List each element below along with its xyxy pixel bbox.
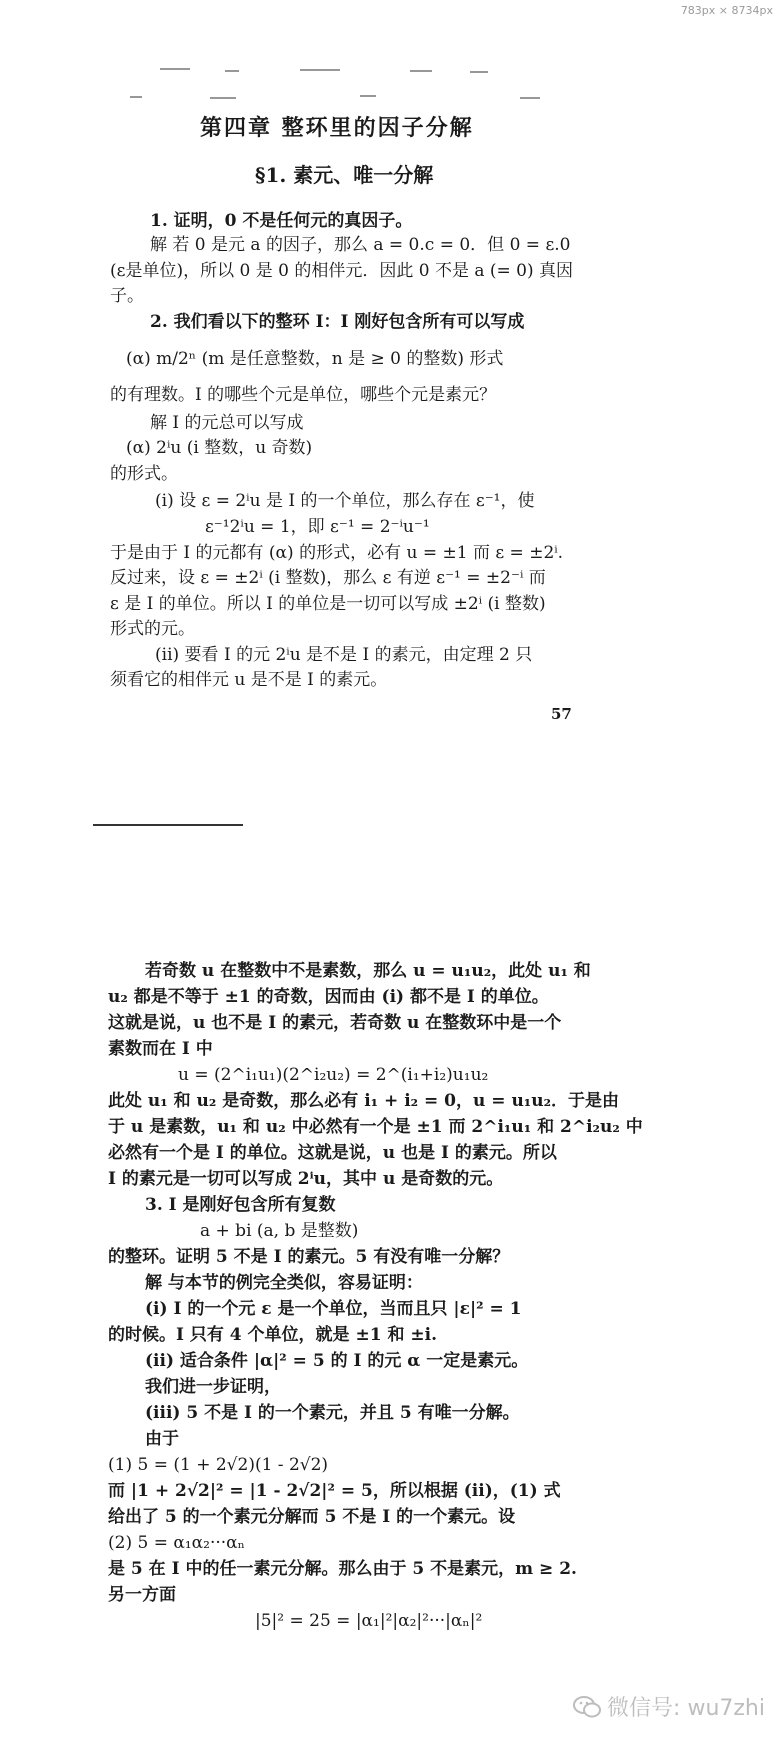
text-line: 另一方面 [108,1585,176,1605]
text-line: ε 是 I 的单位。所以 I 的单位是一切可以写成 ±2ⁱ (i 整数) [110,594,546,614]
text-line: (ii) 适合条件 |α|² = 5 的 I 的元 α 一定是素元。 [145,1351,529,1371]
text-line: 的有理数。I 的哪些个元是单位，哪些个元是素元？ [110,385,497,405]
text-line: 形式的元。 [110,619,195,639]
text-line: 2. 我们看以下的整环 I：I 刚好包含所有可以写成 [150,312,525,332]
text-line: (2) 5 = α₁α₂···αₙ [108,1533,245,1553]
text-line: (α) 2ⁱu (i 整数，u 奇数) [126,438,313,458]
text-line: (i) 设 ε = 2ⁱu 是 I 的一个单位，那么存在 ε⁻¹，使 [155,491,535,511]
section-title: §1. 素元、唯一分解 [255,163,434,187]
text-line: 这就是说，u 也不是 I 的素元，若奇数 u 在整数环中是一个 [108,1013,562,1033]
wechat-icon [573,1695,601,1719]
text-line: 给出了 5 的一个素元分解而 5 不是 I 的一个素元。设 [108,1507,516,1527]
text-line: 子。 [110,286,144,306]
text-line: 若奇数 u 在整数中不是素数，那么 u = u₁u₂，此处 u₁ 和 [145,961,591,981]
text-line: 须看它的相伴元 u 是不是 I 的素元。 [110,670,388,690]
text-line: (i) I 的一个元 ε 是一个单位，当而且只 |ε|² = 1 [145,1299,522,1319]
text-line: u = (2^i₁u₁)(2^i₂u₂) = 2^(i₁+i₂)u₁u₂ [178,1065,489,1085]
text-line: 于 u 是素数，u₁ 和 u₂ 中必然有一个是 ±1 而 2^i₁u₁ 和 2^i₂u₂ 中 [108,1117,643,1137]
text-line: (iii) 5 不是 I 的一个素元，并且 5 有唯一分解。 [145,1403,520,1423]
wechat-watermark [573,1691,765,1722]
text-line: (1) 5 = (1 + 2√2)(1 - 2√2) [108,1455,329,1475]
watermark-label: 微信号: wu7zhi [607,1696,765,1721]
text-line: u₂ 都是不等于 ±1 的奇数，因而由 (i) 都不是 I 的单位。 [108,987,549,1007]
chapter-title: 第四章 整环里的因子分解 [200,115,474,141]
text-line: (ε是单位)，所以 0 是 0 的相伴元．因此 0 不是 a (= 0) 真因 [110,261,574,281]
text-line: 于是由于 I 的元都有 (α) 的形式，必有 u = ±1 而 ε = ±2ⁱ. [110,543,564,563]
text-line: 素数而在 I 中 [108,1039,213,1059]
text-line: 必然有一个是 I 的单位。这就是说，u 也是 I 的素元。所以 [108,1143,557,1163]
text-line: 解 若 0 是元 a 的因子，那么 a = 0.c = 0．但 0 = ε.0 [150,235,571,255]
text-line: 的整环。证明 5 不是 I 的素元。5 有没有唯一分解？ [108,1247,510,1267]
text-line: (ii) 要看 I 的元 2ⁱu 是不是 I 的素元，由定理 2 只 [155,645,533,665]
text-line: 我们进一步证明， [145,1377,281,1397]
image-size-label: 783px × 8734px [680,4,773,17]
text-line: 解 与本节的例完全类似，容易证明： [145,1273,423,1293]
text-line: 3. I 是刚好包含所有复数 [145,1195,336,1215]
page-divider [93,824,243,826]
page-number: 57 [551,705,572,723]
text-line: a + bi (a, b 是整数) [200,1221,359,1241]
text-line: |5|² = 25 = |α₁|²|α₂|²···|αₙ|² [255,1611,483,1631]
text-line: (α) m/2ⁿ (m 是任意整数，n 是 ≥ 0 的整数) 形式 [126,349,504,369]
text-line: 是 5 在 I 中的任一素元分解。那么由于 5 不是素元，m ≥ 2. [108,1559,577,1579]
book-page-57 [0,0,783,820]
book-page-58 [0,960,783,1746]
text-line: 解 I 的元总可以写成 [150,413,304,433]
text-line: 的形式。 [110,464,178,484]
text-line: 由于 [145,1429,179,1449]
text-line: I 的素元是一切可以写成 2ⁱu，其中 u 是奇数的元。 [108,1169,504,1189]
text-line: 而 |1 + 2√2|² = |1 - 2√2|² = 5，所以根据 (ii)，(1) 式 [108,1481,561,1501]
text-line: 此处 u₁ 和 u₂ 是奇数，那么必有 i₁ + i₂ = 0，u = u₁u₂．于是由 [108,1091,620,1111]
text-line: 1. 证明，0 不是任何元的真因子。 [150,211,413,231]
text-line: 的时候。I 只有 4 个单位，就是 ±1 和 ±i. [108,1325,437,1345]
text-line: ε⁻¹2ⁱu = 1，即 ε⁻¹ = 2⁻ⁱu⁻¹ [205,517,430,537]
text-line: 反过来，设 ε = ±2ⁱ (i 整数)，那么 ε 有逆 ε⁻¹ = ±2⁻ⁱ 而 [110,568,546,588]
